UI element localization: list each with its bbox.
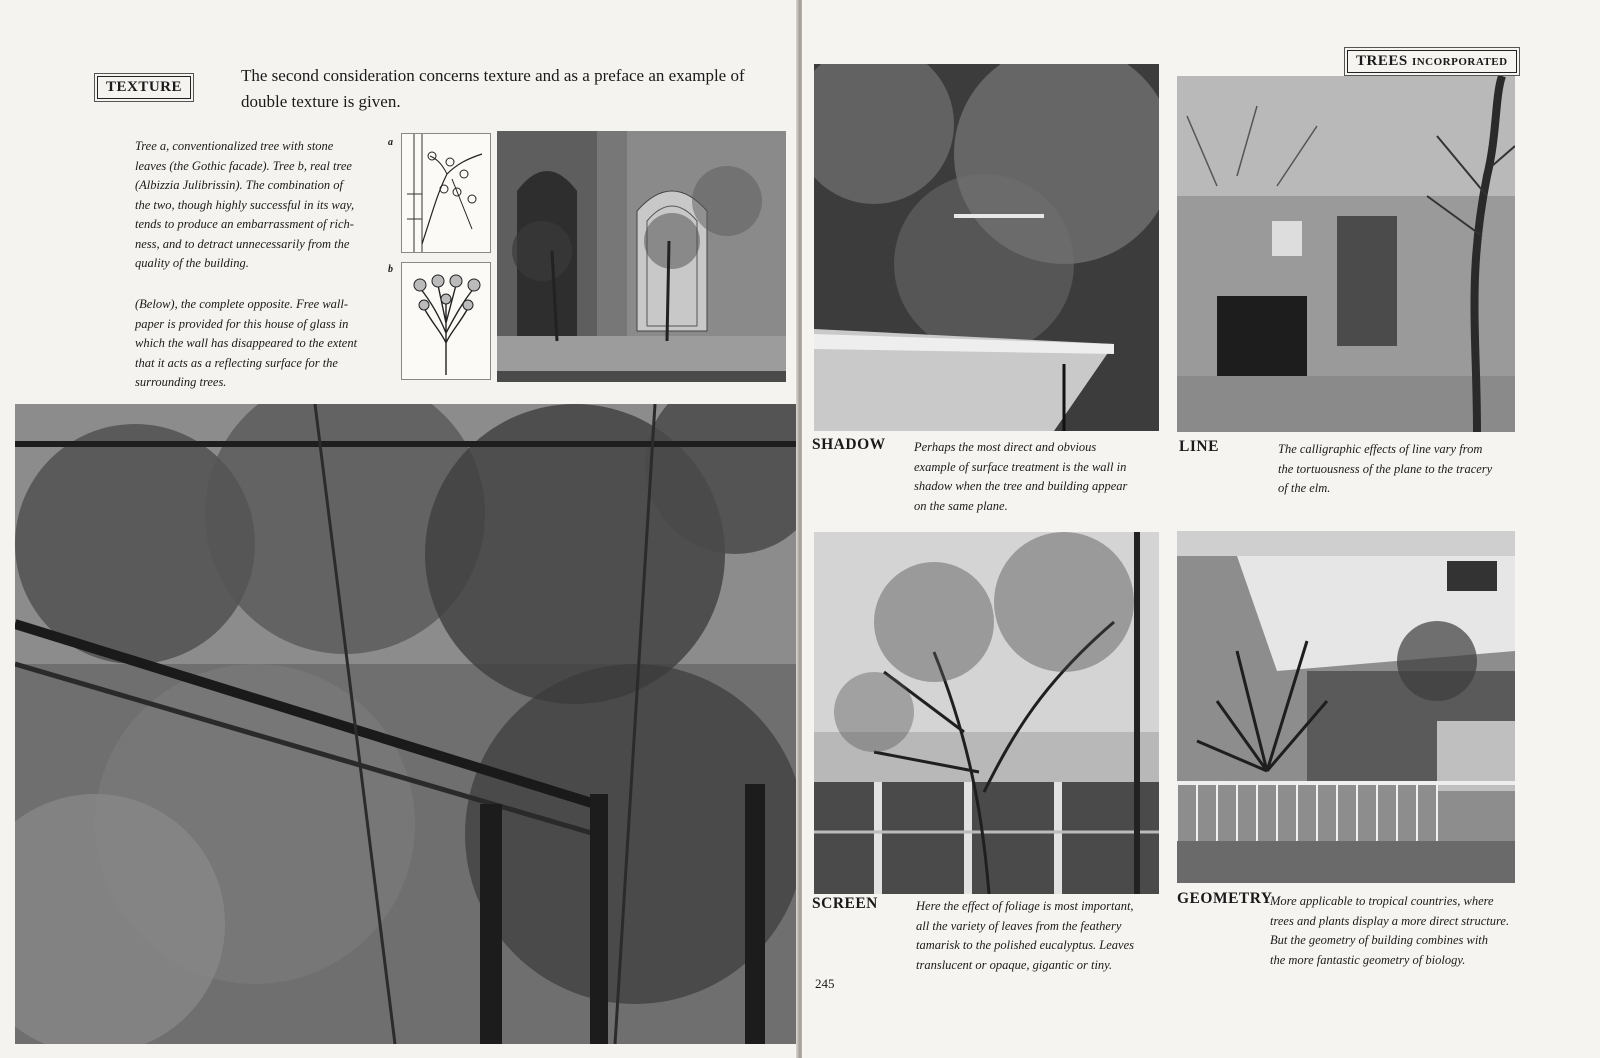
caption-line: shadow when the tree and building appear	[914, 479, 1128, 493]
caption-b	[135, 295, 370, 393]
gothic-tree-sketch	[401, 133, 491, 253]
sketch-letter-a: a	[388, 137, 393, 148]
caption-line: translucent or opaque, gigantic or tiny.	[916, 957, 1113, 972]
caption-line: the two, though highly successful in its way,	[135, 197, 355, 212]
caption-line: The calligraphic effects of line vary from	[1278, 442, 1483, 456]
geometry-heading: GEOMETRY	[1177, 890, 1273, 907]
caption-line: ness, and to detract unnecessarily from the	[135, 236, 350, 251]
caption-line: that it acts as a reflecting surface for the	[135, 355, 338, 370]
shadow-image	[814, 64, 1159, 431]
caption-line: paper is provided for this house of glass in	[135, 316, 349, 331]
caption-line: of the elm.	[1278, 481, 1331, 495]
caption-line: the more fantastic geometry of biology.	[1270, 952, 1466, 967]
caption-line: trees and plants display a more direct structure.	[1270, 913, 1510, 928]
caption-a	[135, 137, 370, 274]
gothic-tree-sketch-drawing	[402, 134, 490, 252]
caption-line: leaves (the Gothic facade). Tree b, real tree	[135, 158, 352, 173]
geometry-caption	[1270, 892, 1516, 970]
shadow-caption	[914, 438, 1158, 516]
glass-house-reflection-image	[15, 404, 796, 1044]
caption-line: quality of the building.	[135, 256, 249, 270]
texture-label: TEXTURE	[97, 76, 191, 99]
glass-house-reflection-photo	[15, 404, 796, 1044]
line-photo	[1177, 76, 1515, 432]
line-heading: LINE	[1179, 438, 1219, 455]
caption-line: Tree a, conventionalized tree with stone	[135, 139, 334, 153]
caption-line: tamarisk to the polished eucalyptus. Leaves	[916, 938, 1135, 952]
caption-line: surrounding trees.	[135, 375, 227, 389]
screen-photo	[814, 532, 1159, 894]
caption-line: Perhaps the most direct and obvious	[914, 440, 1097, 454]
intro-line: The second consideration concerns texture and as a preface an example of	[241, 66, 745, 85]
caption-line: tends to produce an embarrassment of rich-	[135, 217, 354, 231]
caption-line: But the geometry of building combines with	[1270, 933, 1489, 947]
line-image	[1177, 76, 1515, 432]
screen-caption	[916, 897, 1159, 975]
caption-line: on the same plane.	[914, 498, 1008, 513]
caption-line: example of surface treatment is the wall in	[914, 459, 1127, 474]
left-page	[0, 0, 798, 1058]
shadow-photo	[814, 64, 1159, 431]
caption-line: (Below), the complete opposite. Free wall-	[135, 297, 349, 311]
albizzia-tree-sketch	[401, 262, 491, 380]
caption-line: the tortuousness of the plane to the tracery	[1278, 461, 1493, 476]
header-suffix: INCORPORATED	[1411, 56, 1508, 68]
gothic-facade-image	[497, 131, 786, 382]
shadow-heading: SHADOW	[812, 436, 886, 453]
caption-line: More applicable to tropical countries, where	[1270, 894, 1494, 908]
screen-image	[814, 532, 1159, 894]
right-page	[802, 0, 1600, 1058]
trees-incorporated-header	[1347, 50, 1517, 73]
header-title: TREES	[1356, 53, 1408, 69]
caption-line: Here the effect of foliage is most important,	[916, 899, 1134, 913]
albizzia-tree-sketch-drawing	[402, 263, 490, 379]
geometry-photo	[1177, 531, 1515, 883]
geometry-image	[1177, 531, 1515, 883]
caption-line: all the variety of leaves from the feathery	[916, 918, 1122, 933]
sketch-letter-b: b	[388, 264, 393, 275]
caption-line: (Albizzia Julibrissin). The combination of	[135, 178, 343, 192]
screen-heading: SCREEN	[812, 895, 878, 912]
gothic-facade-photo	[497, 131, 786, 382]
page-number: 245	[815, 976, 835, 991]
caption-line: which the wall has disappeared to the extent	[135, 336, 358, 350]
line-caption	[1278, 440, 1516, 499]
intro-line: double texture is given.	[241, 92, 401, 111]
intro-text	[241, 63, 761, 115]
